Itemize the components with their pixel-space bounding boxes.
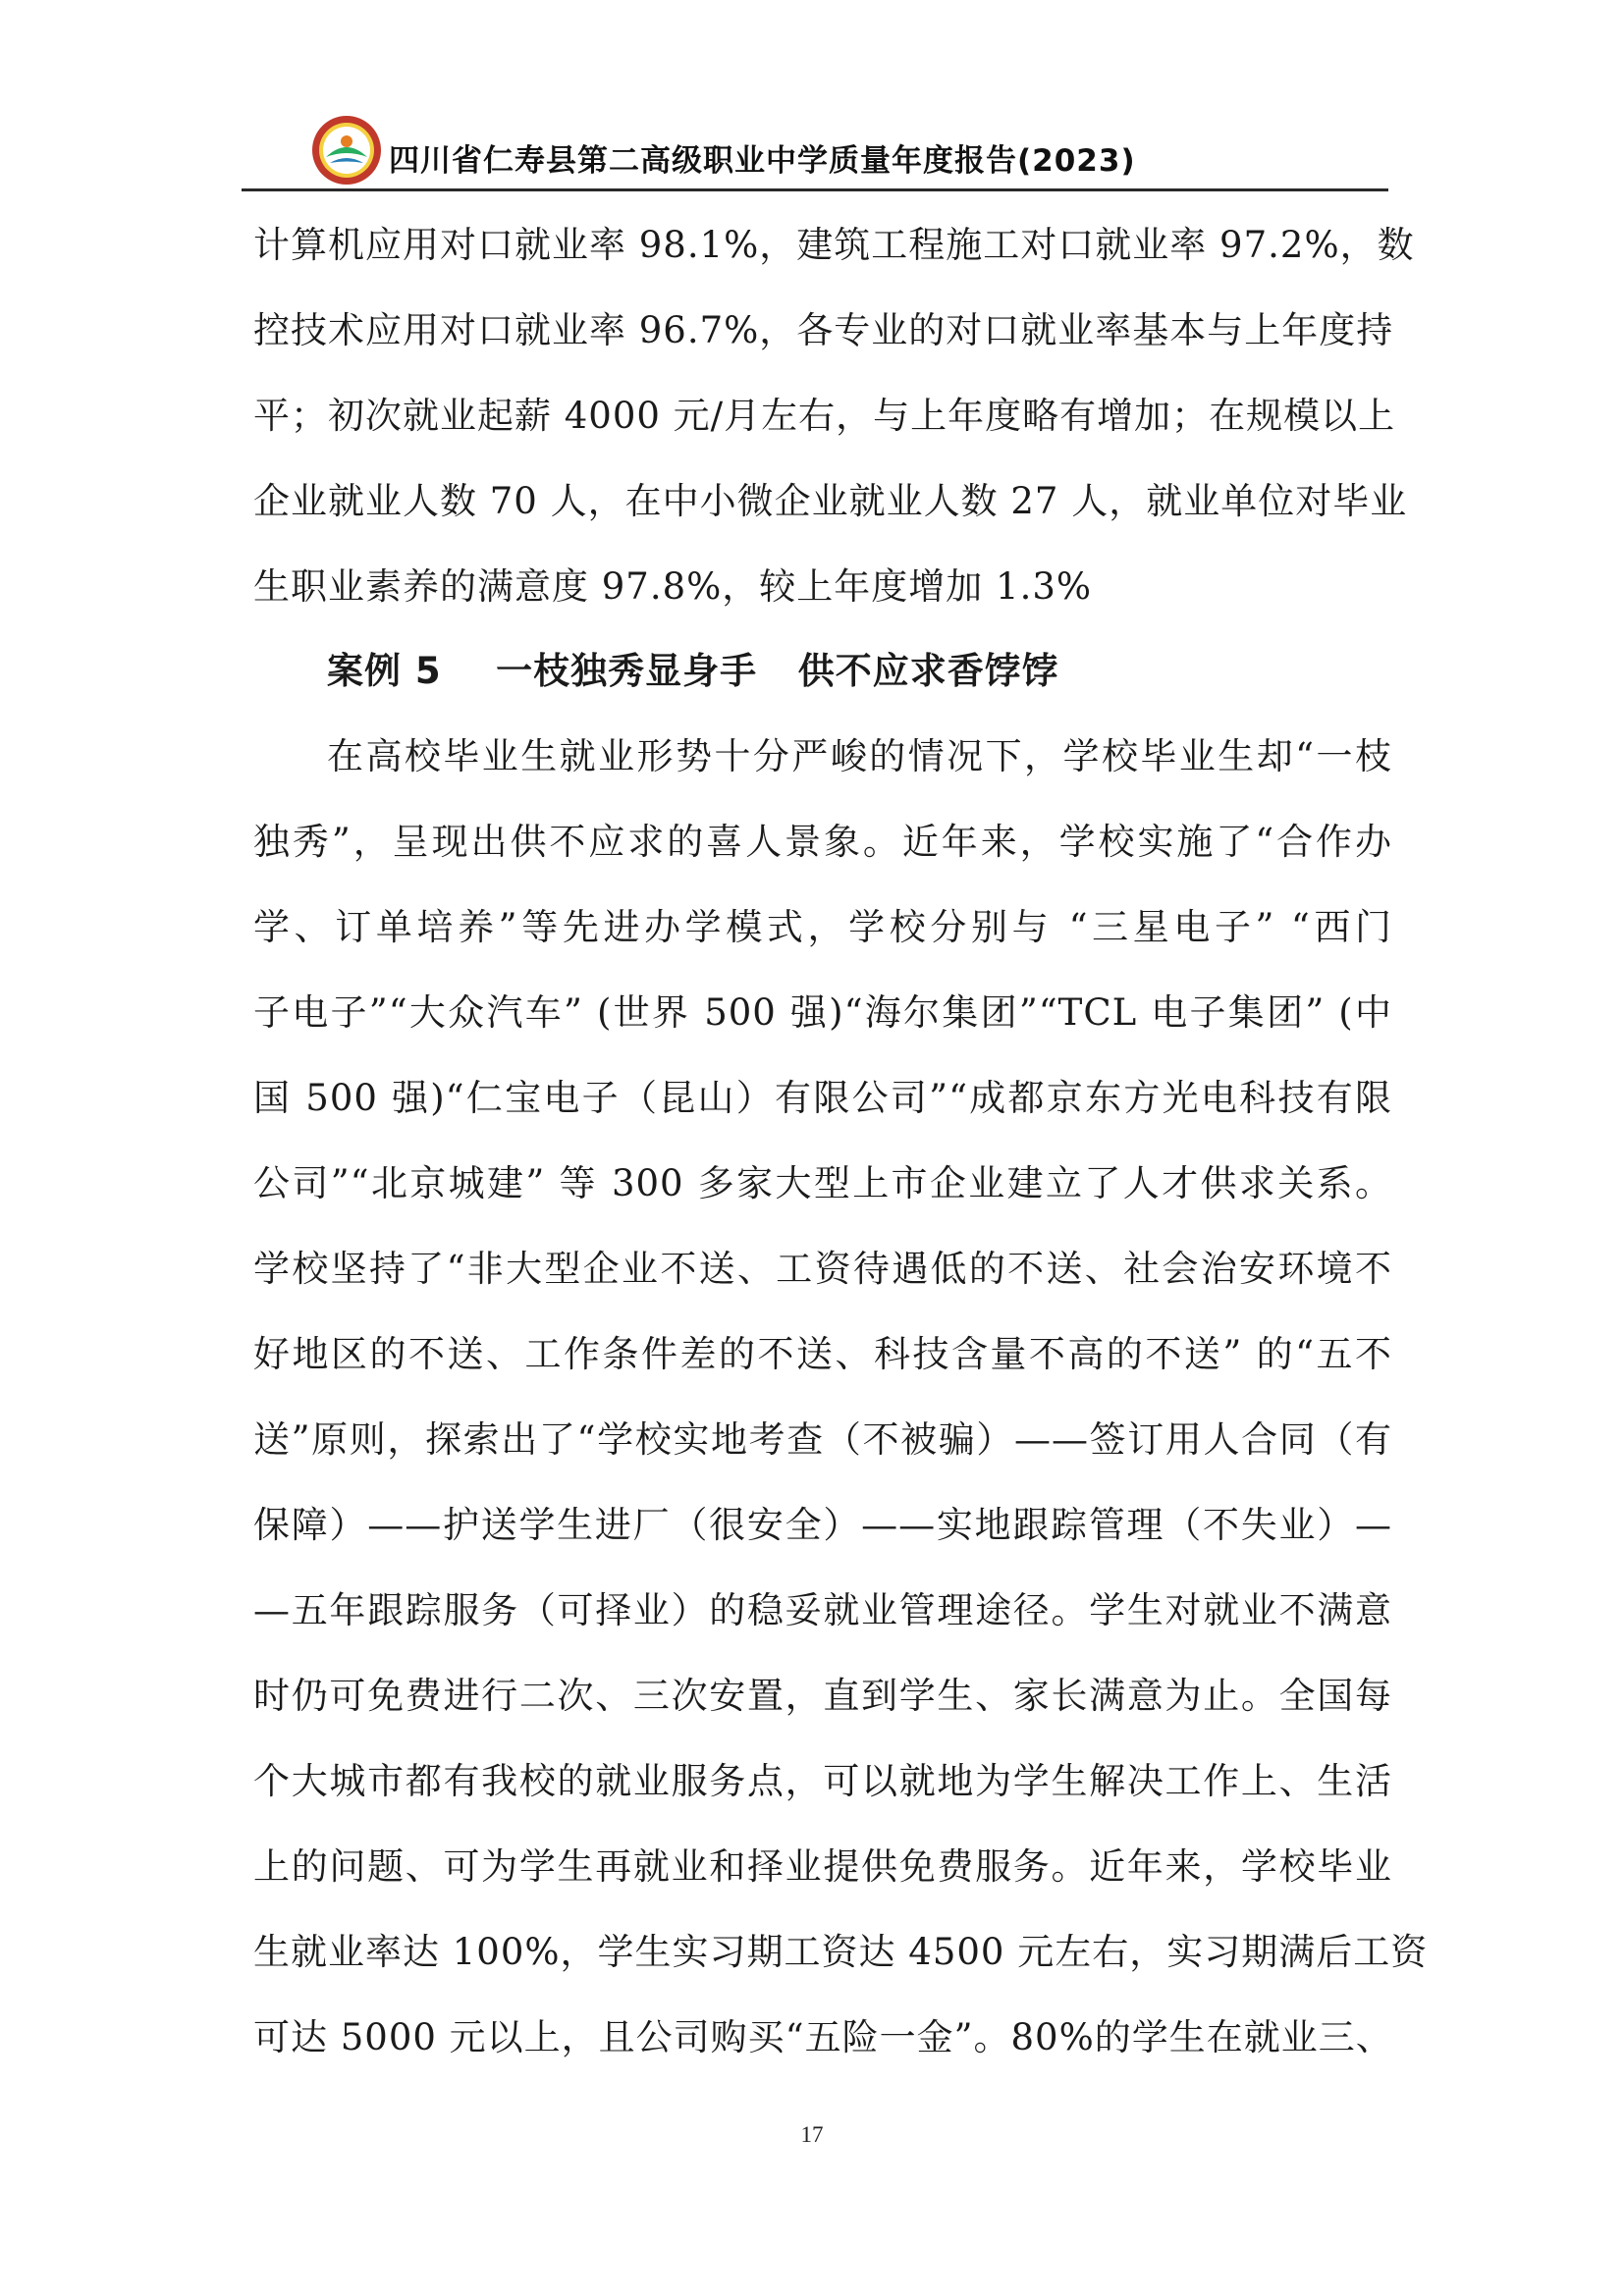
report-title: 四川省仁寿县第二高级职业中学质量年度报告(2023) <box>389 143 1136 179</box>
text-line: 公司”“北京城建” 等 300 多家大型上市企业建立了人才供求关系。 <box>253 1162 1392 1204</box>
text-line: 可达 5000 元以上，且公司购买“五险一金”。80%的学生在就业三、 <box>253 2016 1393 2058</box>
text-line: 好地区的不送、工作条件差的不送、科技含量不高的不送” 的“五不 <box>253 1333 1392 1375</box>
page-number: 17 <box>800 2122 824 2147</box>
page-header <box>242 114 1388 191</box>
case-heading: 案例 5 一枝独秀显身手 供不应求香饽饽 <box>327 650 1059 692</box>
text-line: 时仍可免费进行二次、三次安置，直到学生、家长满意为止。全国每 <box>253 1675 1392 1717</box>
text-line: 独秀”，呈现出供不应求的喜人景象。近年来，学校实施了“合作办 <box>253 821 1392 863</box>
text-line: 国 500 强)“仁宝电子（昆山）有限公司”“成都京东方光电科技有限 <box>253 1077 1392 1119</box>
text-line: 上的问题、可为学生再就业和择业提供免费服务。近年来，学校毕业 <box>253 1845 1392 1888</box>
text-line: —五年跟踪服务（可择业）的稳妥就业管理途径。学生对就业不满意 <box>253 1589 1392 1631</box>
text-line: 在高校毕业生就业形势十分严峻的情况下，学校毕业生却“一枝 <box>327 735 1392 777</box>
text-line: 企业就业人数 70 人，在中小微企业就业人数 27 人，就业单位对毕业 <box>253 480 1408 522</box>
text-line: 学、订单培养”等先进办学模式，学校分别与 “三星电子” “西门 <box>253 906 1392 948</box>
text-line: 个大城市都有我校的就业服务点，可以就地为学生解决工作上、生活 <box>253 1760 1392 1802</box>
text-line: 计算机应用对口就业率 98.1%，建筑工程施工对口就业率 97.2%，数 <box>253 224 1415 266</box>
text-line: 生职业素养的满意度 97.8%，较上年度增加 1.3% <box>253 565 1093 608</box>
text-line: 送”原则，探索出了“学校实地考查（不被骗）——签订用人合同（有 <box>253 1418 1392 1461</box>
text-line: 学校坚持了“非大型企业不送、工资待遇低的不送、社会治安环境不 <box>253 1248 1392 1290</box>
text-line: 保障）——护送学生进厂（很安全）——实地跟踪管理（不失业）— <box>253 1504 1392 1546</box>
school-logo-icon <box>310 114 383 187</box>
text-line: 子电子”“大众汽车” (世界 500 强)“海尔集团”“TCL 电子集团” (中 <box>253 991 1392 1034</box>
text-line: 生就业率达 100%，学生实习期工资达 4500 元左右，实习期满后工资 <box>253 1931 1429 1973</box>
text-line: 控技术应用对口就业率 96.7%，各专业的对口就业率基本与上年度持 <box>253 309 1394 351</box>
text-line: 平；初次就业起薪 4000 元/月左右，与上年度略有增加；在规模以上 <box>253 395 1396 437</box>
